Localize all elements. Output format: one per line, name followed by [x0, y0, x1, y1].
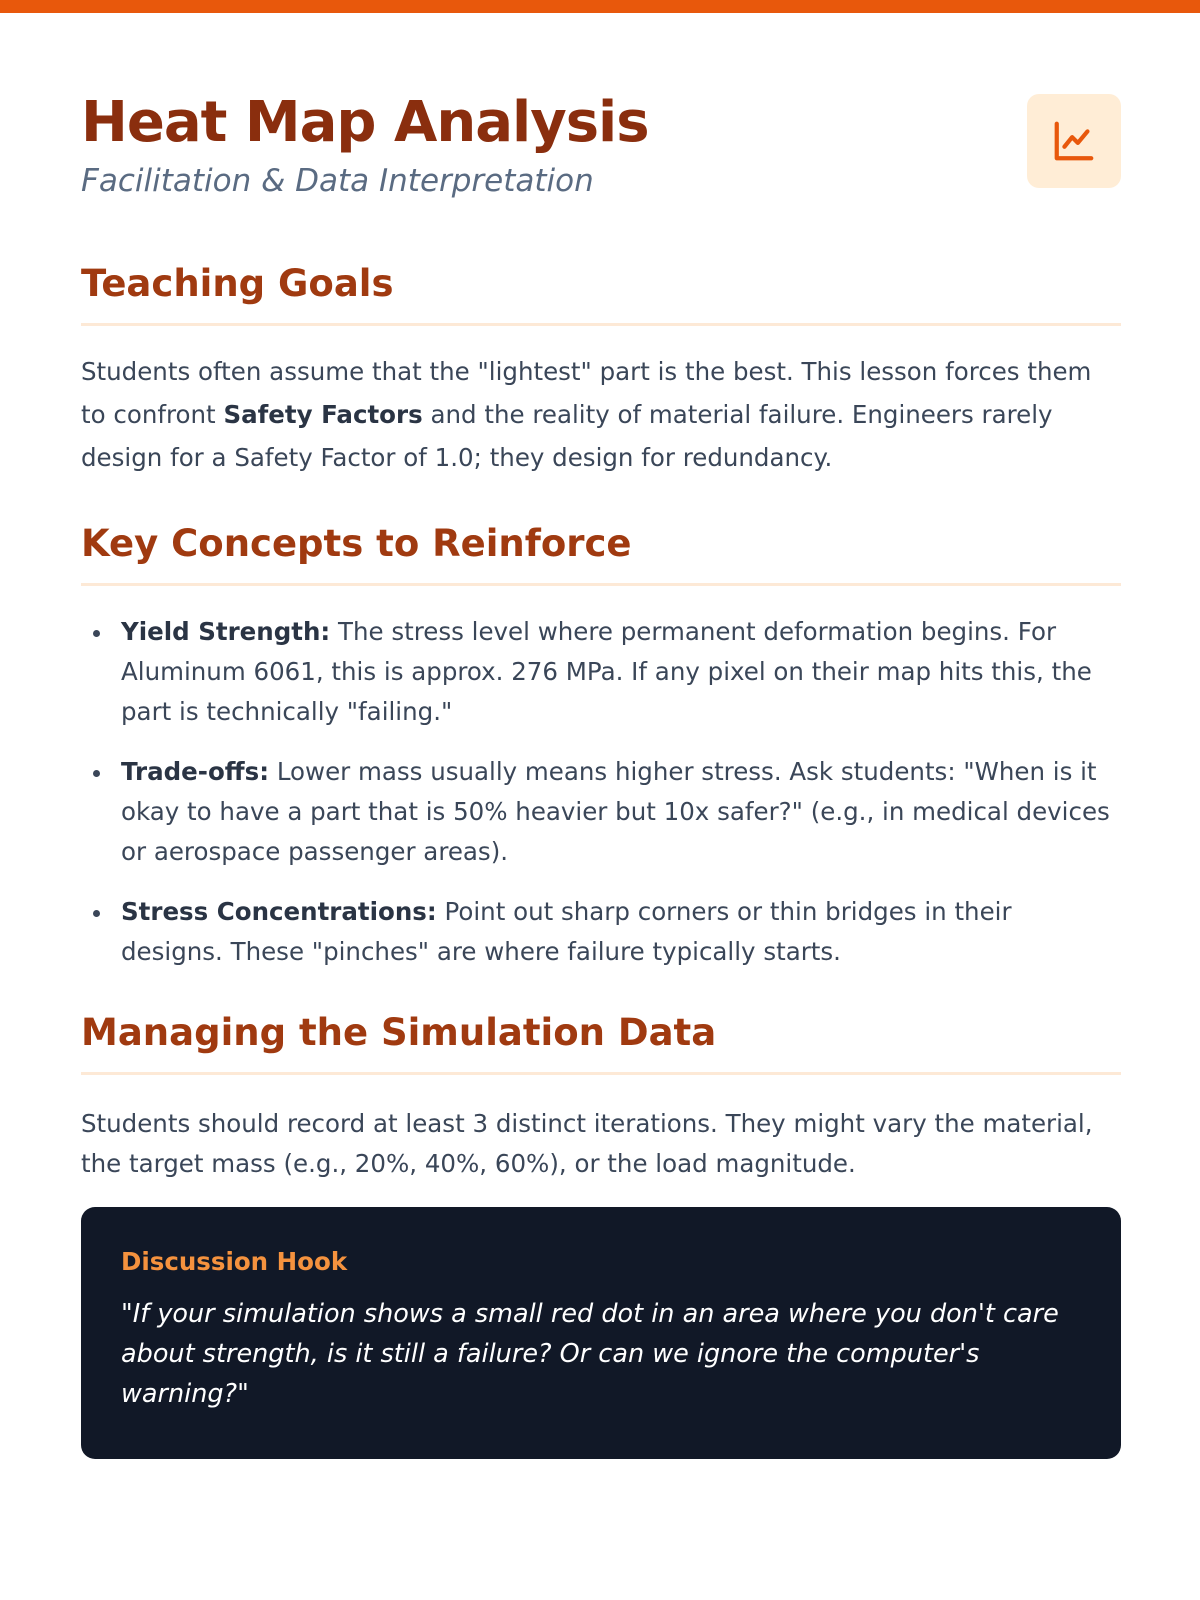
section-heading-teaching-goals: Teaching Goals — [81, 262, 1121, 326]
simulation-data-paragraph: Students should record at least 3 distinct iterations. They might vary the material, the target mass (e.g., 20%, 40%, 60%), or the load magnitude. — [81, 1109, 1093, 1178]
teaching-goals-section — [81, 262, 1121, 326]
safety-factors-bold: Safety Factors — [223, 400, 423, 429]
concept-text: The stress level where permanent deformation begins. For Aluminum 6061, this is approx. 276 MPa. If any pixel on their map hits this, the part is technically "failing." — [121, 617, 1092, 726]
concept-text: Point out sharp corners or thin bridges in their designs. These "pinches" are where failure typically starts. — [121, 897, 1012, 966]
discussion-hook-callout — [81, 1207, 1121, 1459]
concept-text: Lower mass usually means higher stress. Ask students: "When is it okay to have a part that is 50% heavier but 10x safer?" (e.g., in medical devices or aerospace passenger areas). — [121, 757, 1110, 866]
page-title: Heat Map Analysis — [81, 90, 649, 155]
document-header — [81, 0, 1121, 215]
teaching-goals-paragraph — [81, 350, 1121, 479]
teaching-goals-text-2: and the reality of material failure. Engineers rarely design for a Safety Factor of 1.0; they design for redundancy. — [81, 400, 1053, 472]
concept-term: Stress Concentrations: — [121, 897, 437, 926]
section-heading-simulation-data: Managing the Simulation Data — [81, 1011, 1121, 1075]
discussion-hook-title: Discussion Hook — [121, 1247, 348, 1276]
page-subtitle: Facilitation & Data Interpretation — [81, 163, 594, 199]
list-item — [81, 892, 1121, 972]
list-item — [81, 612, 1121, 732]
teaching-goals-text-1: Students often assume that the "lightest" part is the best. This lesson forces them to confront — [81, 357, 1092, 429]
document-page — [81, 0, 1121, 1409]
section-heading-key-concepts: Key Concepts to Reinforce — [81, 522, 1121, 586]
line-chart-icon — [1027, 94, 1121, 188]
key-concepts-section — [81, 522, 1121, 586]
concept-term: Trade-offs: — [121, 757, 270, 786]
list-item — [81, 752, 1121, 872]
concept-term: Yield Strength: — [121, 617, 331, 646]
discussion-hook-quote: "If your simulation shows a small red dot in an area where you don't care about strength, is it still a failure? Or can we ignore the computer's warning?" — [121, 1299, 1059, 1409]
key-concepts-list — [81, 612, 1121, 992]
simulation-data-section — [81, 1011, 1121, 1075]
